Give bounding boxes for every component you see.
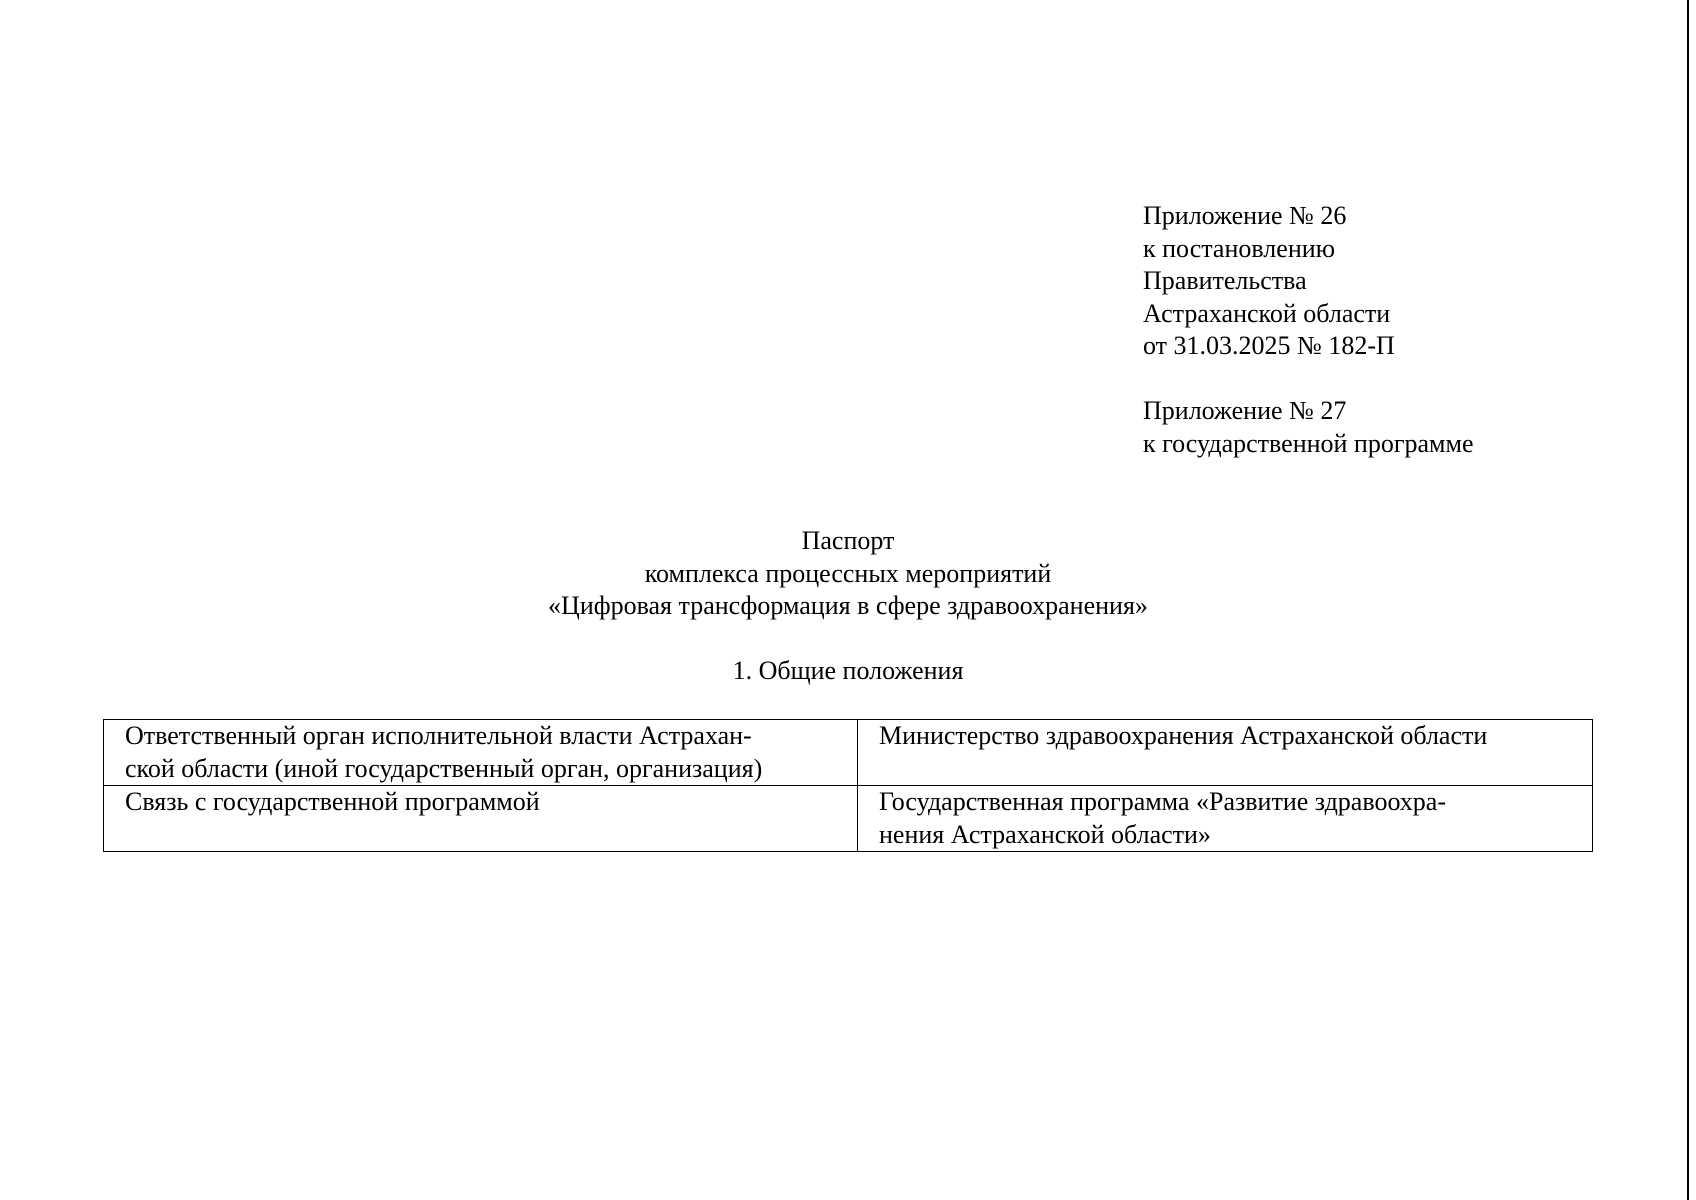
annex-block — [1143, 200, 1474, 460]
annex-line: к постановлению — [1143, 233, 1336, 263]
title-line: «Цифровая трансформация в сфере здравоохранения» — [548, 591, 1148, 620]
table-cell-value — [858, 720, 1593, 786]
annex-line: от 31.03.2025 № 182-П — [1143, 331, 1395, 360]
table-row — [104, 786, 1593, 852]
cell-line: нения Астраханской области» — [879, 819, 1211, 849]
cell-line: Министерство здравоохранения Астраханской области — [879, 721, 1488, 750]
section-heading: 1. Общие положения — [732, 656, 964, 685]
table-cell-label — [104, 720, 858, 786]
cell-line: Связь с государственной программой — [125, 787, 540, 816]
annex-line: Астраханской области — [1143, 298, 1391, 328]
title-line: Паспорт — [801, 526, 895, 555]
annex-line: Правительства — [1143, 266, 1307, 295]
annex-gap — [1143, 363, 1474, 396]
cell-line: ской области (иной государственный орган, организация) — [125, 753, 763, 783]
cell-line: Государственная программа «Развитие здравоохра- — [879, 787, 1446, 816]
title-line: комплекса процессных мероприятий — [644, 558, 1052, 588]
annex-line: Приложение № 27 — [1143, 396, 1347, 425]
table-cell-label — [104, 786, 858, 852]
annex-line: Приложение № 26 — [1143, 201, 1347, 230]
table-cell-value — [858, 786, 1593, 852]
cell-line: Ответственный орган исполнительной власти Астрахан- — [125, 721, 752, 750]
passport-table — [103, 719, 1593, 852]
table-row — [104, 720, 1593, 786]
annex-line: к государственной программе — [1143, 428, 1474, 458]
document-title — [0, 525, 1696, 623]
